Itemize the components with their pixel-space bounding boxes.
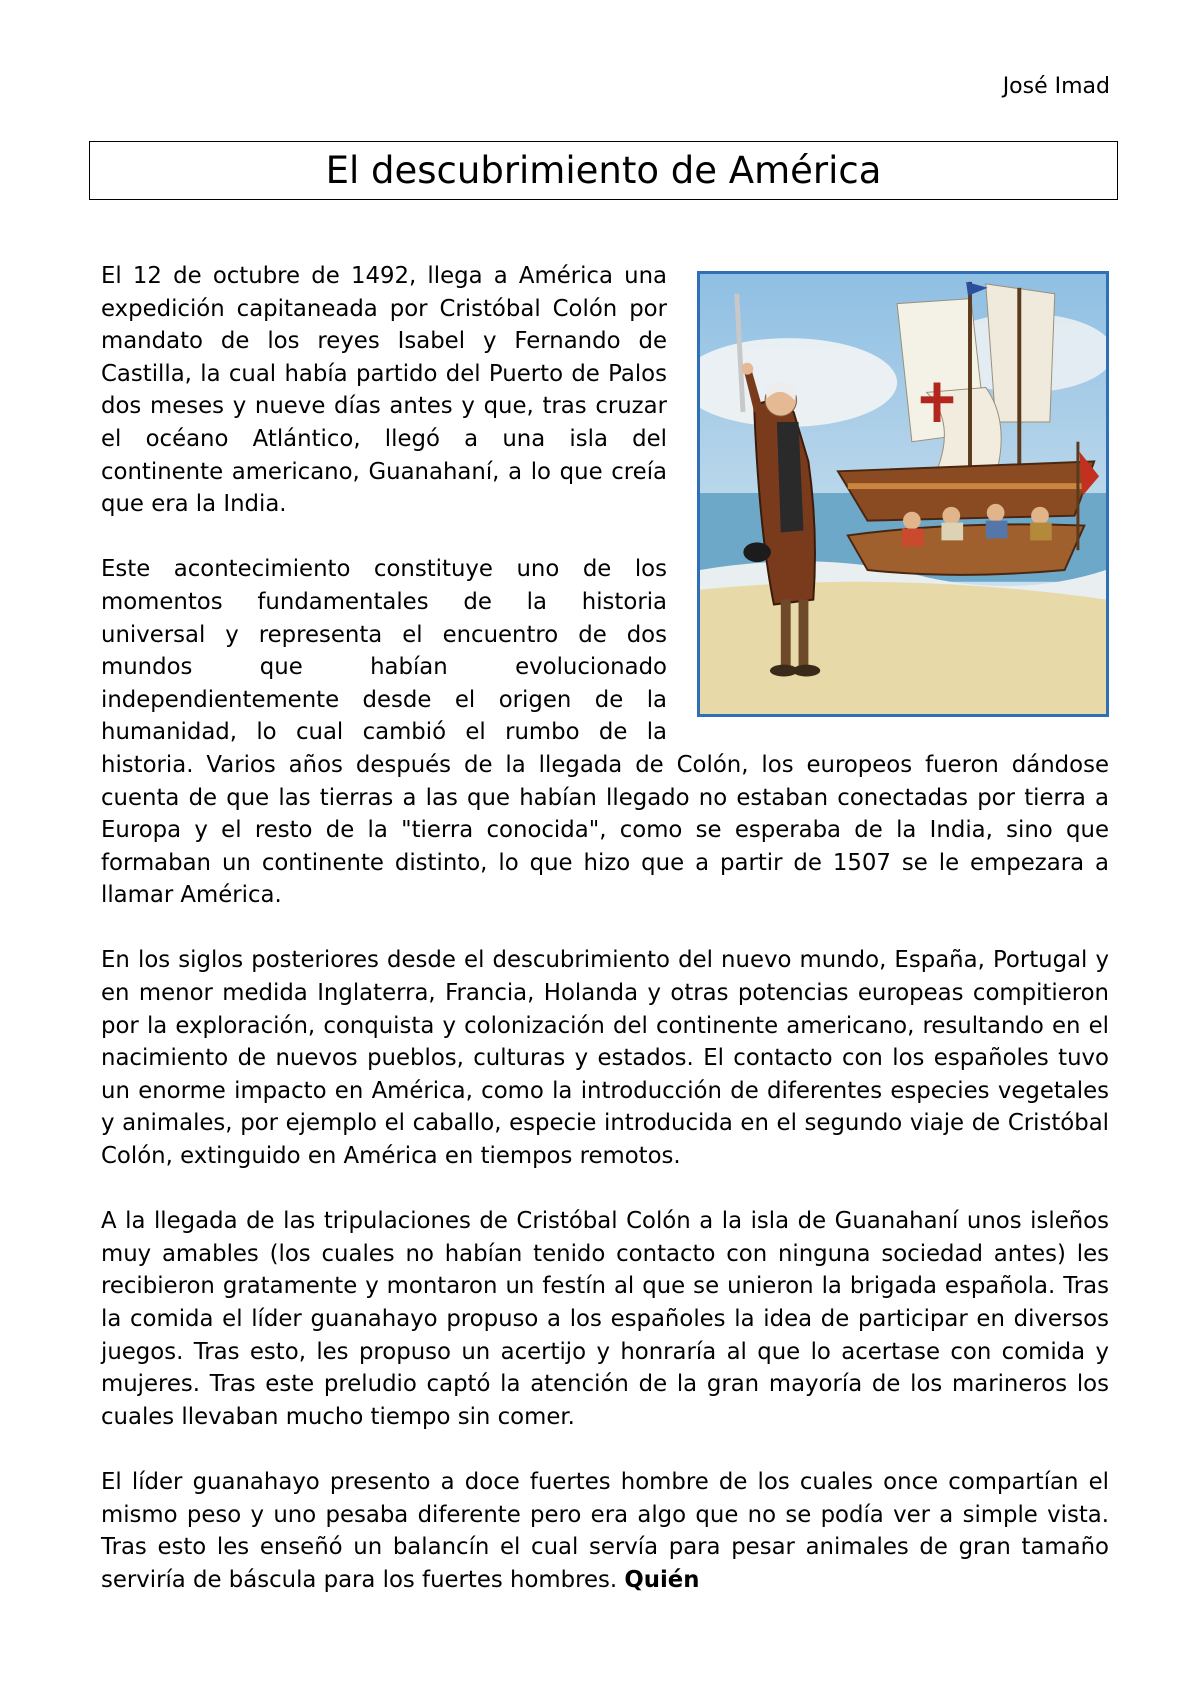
illustration-drawing bbox=[700, 274, 1106, 714]
document-body bbox=[101, 260, 1109, 1629]
columbus-landing-illustration bbox=[697, 271, 1109, 717]
document-title: El descubrimiento de América bbox=[89, 141, 1118, 200]
paragraph-3: En los siglos posteriores desde el descubrimiento del nuevo mundo, España, Portugal y en menor medida Inglaterra, Francia, Holanda y otras potencias europeas compitieron por la exploración, conquista y colonización del continente americano, resultando en el nacimiento de nuevos pueblos, culturas y estados. El contacto con los españoles tuvo un enorme impacto en América, como la introducción de diferentes especies vegetales y animales, por ejemplo el caballo, especie introducida en el segundo viaje de Cristóbal Colón, extinguido en América en tiempos remotos. bbox=[101, 947, 1109, 1170]
paragraph-2: Este acontecimiento constituye uno de los momentos fundamentales de la historia universal y representa el encuentro de dos mundos que habían evolucionado independientemente desde el origen de la humanidad, lo cual cambió el rumbo de la historia. Varios años después de la llegada de Colón, los europeos fueron dándose cuenta de que las tierras a las que habían llegado no estaban conectadas por tierra a Europa y el resto de la "tierra conocida", como se esperaba de la India, sino que formaban un continente distinto, lo que hizo que a partir de 1507 se le empezara a llamar América. bbox=[101, 556, 1109, 909]
paragraph-4: A la llegada de las tripulaciones de Cristóbal Colón a la isla de Guanahaní unos isleños muy amables (los cuales no habían tenido contacto con ninguna sociedad antes) les recibieron gratamente y montaron un festín al que se unieron la brigada española. Tras la comida el líder guanahayo propuso a los españoles la idea de participar en diversos juegos. Tras esto, les propuso un acertijo y honraría al que lo acertase con comida y mujeres. Tras este preludio captó la atención de la gran mayoría de los marineros los cuales llevaban mucho tiempo sin comer. bbox=[101, 1208, 1109, 1430]
paragraph-5-bold-text: Quién bbox=[624, 1566, 700, 1593]
paragraph-5 bbox=[101, 1466, 1109, 1596]
author-name: José Imad bbox=[1002, 74, 1110, 99]
paragraph-1: El 12 de octubre de 1492, llega a América una expedición capitaneada por Cristóbal Colón por mandato de los reyes Isabel y Fernando de Castilla, la cual había partido del Puerto de Palos dos meses y nueve días antes y que, tras cruzar el océano Atlántico, llegó a una isla del continente americano, Guanahaní, a lo que creía que era la India. bbox=[101, 263, 667, 518]
paragraph-5-text: El líder guanahayo presento a doce fuertes hombre de los cuales once compartían el mismo peso y uno pesaba diferente pero era algo que no se podía ver a simple vista. Tras esto les enseñó un balancín el cual servía para pesar animales de gran tamaño serviría de báscula para los fuertes hombres. bbox=[101, 1468, 1109, 1593]
